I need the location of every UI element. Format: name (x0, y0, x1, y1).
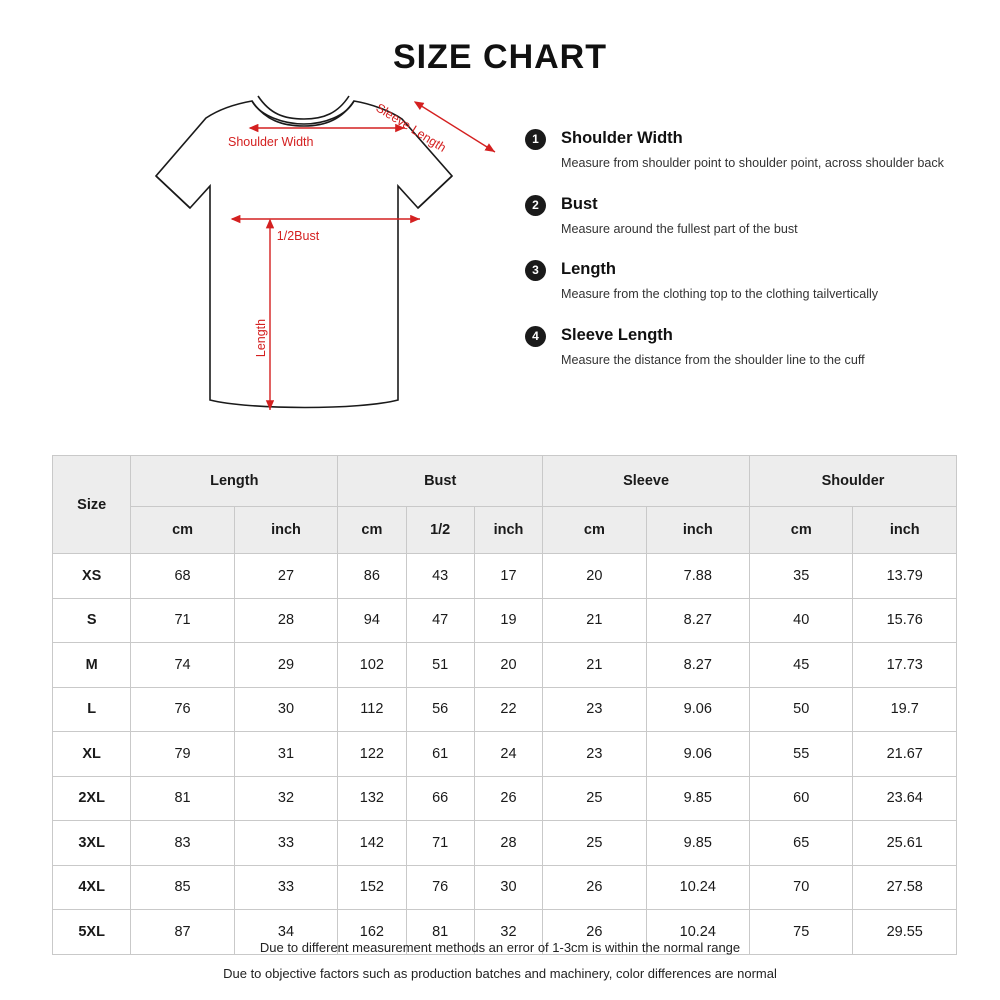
cell-bust-inch: 22 (474, 687, 542, 732)
legend-desc-4: Measure the distance from the shoulder line to the cuff (561, 352, 865, 367)
cell-length-inch: 29 (234, 643, 337, 688)
cell-sleeve-inch: 8.27 (646, 643, 749, 688)
cell-bust-cm: 94 (338, 598, 406, 643)
table-row (53, 687, 957, 732)
cell-shoulder-inch: 21.67 (853, 732, 957, 777)
header-unit-shoulder-cm: cm (750, 507, 853, 554)
table-row (53, 776, 957, 821)
table-row (53, 732, 957, 777)
legend-badge-2: 2 (525, 195, 546, 216)
cell-shoulder-inch: 13.79 (853, 554, 957, 599)
cell-sleeve-cm: 25 (543, 776, 646, 821)
cell-bust-cm: 122 (338, 732, 406, 777)
row-size: 3XL (53, 821, 131, 866)
table-unit-header-row (53, 507, 957, 554)
cell-sleeve-cm: 21 (543, 643, 646, 688)
row-size: 4XL (53, 865, 131, 910)
label-sleeve-length: Sleeve Length (373, 100, 449, 155)
cell-bust-half: 76 (406, 865, 474, 910)
cell-sleeve-cm: 26 (543, 865, 646, 910)
cell-length-inch: 33 (234, 865, 337, 910)
header-unit-bust-cm: cm (338, 507, 406, 554)
legend-badge-4: 4 (525, 326, 546, 347)
cell-bust-half: 66 (406, 776, 474, 821)
cell-sleeve-inch: 10.24 (646, 910, 749, 955)
header-unit-sleeve-cm: cm (543, 507, 646, 554)
cell-bust-inch: 17 (474, 554, 542, 599)
cell-bust-inch: 26 (474, 776, 542, 821)
cell-length-cm: 83 (131, 821, 234, 866)
cell-sleeve-cm: 25 (543, 821, 646, 866)
cell-shoulder-cm: 50 (750, 687, 853, 732)
header-unit-length-inch: inch (234, 507, 337, 554)
row-size: M (53, 643, 131, 688)
table-row (53, 598, 957, 643)
cell-bust-half: 71 (406, 821, 474, 866)
cell-bust-cm: 132 (338, 776, 406, 821)
page-title: SIZE CHART (393, 38, 607, 76)
header-unit-sleeve-inch: inch (646, 507, 749, 554)
cell-length-cm: 76 (131, 687, 234, 732)
cell-length-cm: 68 (131, 554, 234, 599)
cell-shoulder-inch: 25.61 (853, 821, 957, 866)
measurement-legend (525, 128, 955, 390)
cell-bust-inch: 32 (474, 910, 542, 955)
row-size: XS (53, 554, 131, 599)
cell-sleeve-inch: 9.85 (646, 821, 749, 866)
size-table (52, 455, 957, 955)
cell-sleeve-inch: 9.85 (646, 776, 749, 821)
cell-length-inch: 34 (234, 910, 337, 955)
cell-bust-half: 47 (406, 598, 474, 643)
legend-title-4: Sleeve Length (561, 325, 673, 344)
header-unit-length-cm: cm (131, 507, 234, 554)
cell-sleeve-inch: 7.88 (646, 554, 749, 599)
size-table-wrapper (52, 455, 957, 955)
table-row (53, 643, 957, 688)
cell-shoulder-cm: 65 (750, 821, 853, 866)
row-size: XL (53, 732, 131, 777)
cell-shoulder-cm: 35 (750, 554, 853, 599)
table-row (53, 554, 957, 599)
cell-bust-cm: 112 (338, 687, 406, 732)
cell-shoulder-inch: 15.76 (853, 598, 957, 643)
cell-bust-half: 61 (406, 732, 474, 777)
header-unit-shoulder-inch: inch (853, 507, 957, 554)
label-half-bust: 1/2Bust (276, 229, 320, 243)
cell-shoulder-cm: 55 (750, 732, 853, 777)
cell-shoulder-inch: 29.55 (853, 910, 957, 955)
header-group-bust: Bust (338, 456, 543, 507)
row-size: L (53, 687, 131, 732)
row-size: S (53, 598, 131, 643)
label-shoulder-width: Shoulder Width (228, 135, 314, 149)
note-color-difference: Due to objective factors such as production batches and machinery, color differences are normal (223, 966, 777, 981)
cell-bust-cm: 142 (338, 821, 406, 866)
cell-sleeve-inch: 9.06 (646, 732, 749, 777)
legend-badge-1: 1 (525, 129, 546, 150)
cell-bust-cm: 152 (338, 865, 406, 910)
legend-item-length (525, 259, 955, 303)
cell-bust-half: 56 (406, 687, 474, 732)
cell-length-cm: 74 (131, 643, 234, 688)
legend-badge-3: 3 (525, 260, 546, 281)
legend-title-3: Length (561, 260, 616, 278)
row-size: 5XL (53, 910, 131, 955)
cell-bust-half: 51 (406, 643, 474, 688)
cell-length-cm: 71 (131, 598, 234, 643)
cell-length-inch: 31 (234, 732, 337, 777)
cell-length-inch: 27 (234, 554, 337, 599)
legend-desc-2: Measure around the fullest part of the bust (561, 221, 798, 236)
cell-sleeve-cm: 26 (543, 910, 646, 955)
header-group-sleeve: Sleeve (543, 456, 750, 507)
cell-shoulder-inch: 17.73 (853, 643, 957, 688)
cell-shoulder-cm: 70 (750, 865, 853, 910)
note-measurement-error: Due to different measurement methods an error of 1-3cm is within the normal range (259, 940, 741, 955)
cell-bust-inch: 30 (474, 865, 542, 910)
header-group-shoulder: Shoulder (750, 456, 957, 507)
cell-sleeve-cm: 23 (543, 732, 646, 777)
cell-bust-cm: 162 (338, 910, 406, 955)
cell-shoulder-inch: 19.7 (853, 687, 957, 732)
cell-bust-inch: 28 (474, 821, 542, 866)
header-unit-bust-half: 1/2 (406, 507, 474, 554)
cell-shoulder-cm: 60 (750, 776, 853, 821)
cell-length-inch: 32 (234, 776, 337, 821)
cell-sleeve-inch: 8.27 (646, 598, 749, 643)
legend-item-shoulder-width (525, 128, 955, 172)
cell-sleeve-inch: 9.06 (646, 687, 749, 732)
size-table-body (53, 554, 957, 955)
footnotes (0, 935, 1000, 987)
cell-bust-inch: 20 (474, 643, 542, 688)
row-size: 2XL (53, 776, 131, 821)
tshirt-diagram (60, 80, 500, 430)
cell-sleeve-cm: 21 (543, 598, 646, 643)
cell-bust-half: 81 (406, 910, 474, 955)
cell-bust-inch: 19 (474, 598, 542, 643)
cell-bust-cm: 102 (338, 643, 406, 688)
cell-bust-half: 43 (406, 554, 474, 599)
legend-desc-1: Measure from shoulder point to shoulder point, across shoulder back (561, 156, 944, 170)
table-row (53, 821, 957, 866)
legend-desc-3: Measure from the clothing top to the clothing tailvertically (561, 287, 879, 301)
cell-sleeve-inch: 10.24 (646, 865, 749, 910)
header-unit-bust-inch: inch (474, 507, 542, 554)
legend-item-bust (525, 194, 955, 238)
cell-length-cm: 87 (131, 910, 234, 955)
legend-title-2: Bust (561, 194, 598, 213)
cell-shoulder-inch: 23.64 (853, 776, 957, 821)
cell-bust-inch: 24 (474, 732, 542, 777)
cell-bust-cm: 86 (338, 554, 406, 599)
cell-shoulder-cm: 45 (750, 643, 853, 688)
cell-sleeve-cm: 23 (543, 687, 646, 732)
cell-length-inch: 28 (234, 598, 337, 643)
cell-length-cm: 81 (131, 776, 234, 821)
table-group-header-row (53, 456, 957, 507)
cell-length-inch: 30 (234, 687, 337, 732)
cell-shoulder-cm: 75 (750, 910, 853, 955)
header-group-length: Length (131, 456, 338, 507)
cell-sleeve-cm: 20 (543, 554, 646, 599)
legend-title-1: Shoulder Width (561, 129, 683, 147)
table-row (53, 865, 957, 910)
cell-shoulder-inch: 27.58 (853, 865, 957, 910)
cell-shoulder-cm: 40 (750, 598, 853, 643)
header-size: Size (53, 456, 131, 554)
cell-length-cm: 79 (131, 732, 234, 777)
label-length: Length (254, 318, 268, 358)
cell-length-cm: 85 (131, 865, 234, 910)
legend-item-sleeve-length (525, 325, 955, 369)
cell-length-inch: 33 (234, 821, 337, 866)
